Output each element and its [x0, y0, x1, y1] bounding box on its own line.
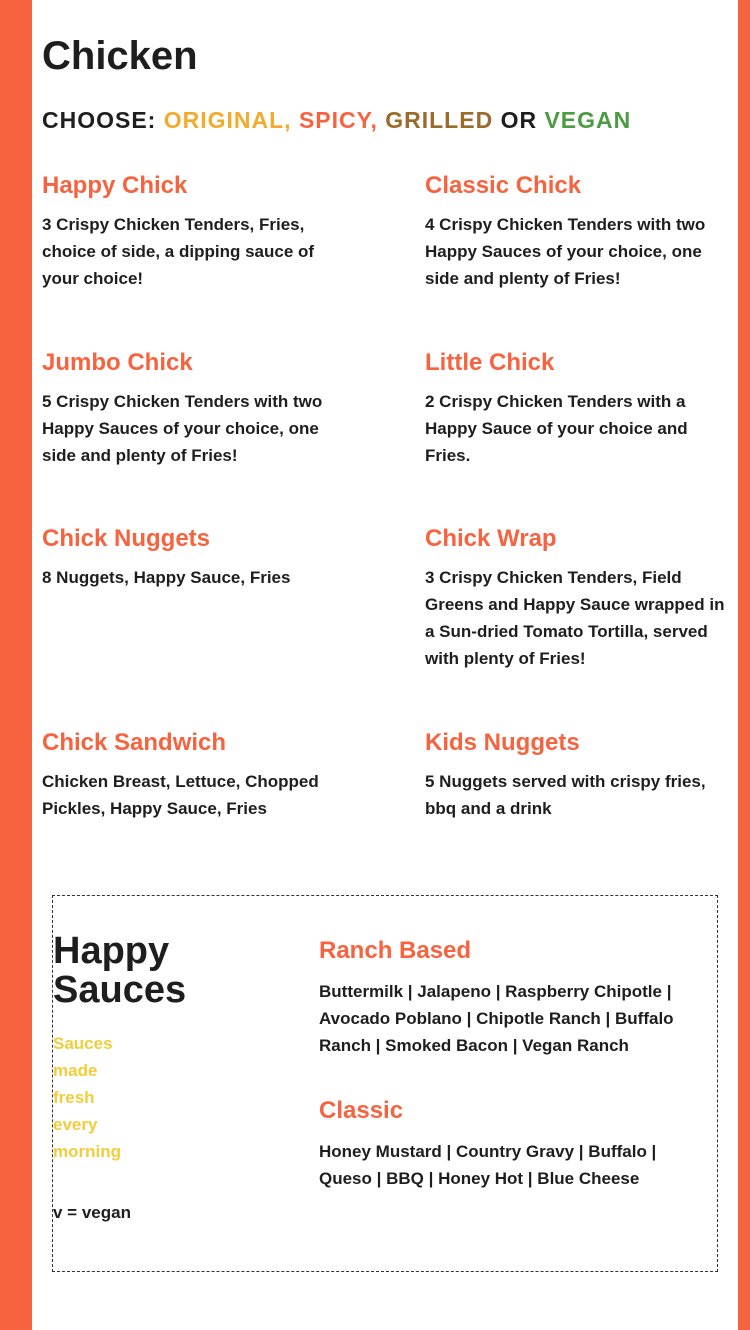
menu-item-happy-chick — [42, 171, 342, 292]
sauce-group-classic — [319, 1096, 709, 1192]
sauce-title-line1: Happy — [53, 930, 170, 972]
sauce-group-name: Classic — [319, 1097, 404, 1124]
menu-item-little-chick — [425, 348, 725, 469]
menu-item-name: Chick Sandwich — [42, 729, 227, 756]
choose-or: OR — [500, 107, 538, 133]
choose-original: ORIGINAL, — [163, 107, 292, 133]
menu-item-description: 2 Crispy Chicken Tenders with a Happy Sauce of your choice and Fries. — [425, 392, 688, 465]
menu-item-description: 3 Crispy Chicken Tenders, Field Greens and Happy Sauce wrapped in a Sun-dried Tomato Tortilla, served with plenty of Fries! — [425, 568, 725, 668]
menu-item-jumbo-chick — [42, 348, 342, 469]
menu-item-description: 4 Crispy Chicken Tenders with two Happy Sauces of your choice, one side and plenty of Fries! — [425, 215, 706, 288]
sauce-title-line2: Sauces — [53, 969, 187, 1011]
menu-item-description: Chicken Breast, Lettuce, Chopped Pickles, Happy Sauce, Fries — [42, 772, 319, 818]
menu-item-name: Chick Wrap — [425, 525, 557, 552]
menu-item-name: Little Chick — [425, 349, 555, 376]
menu-page — [32, 0, 738, 1330]
choose-prefix: CHOOSE: — [42, 107, 164, 133]
menu-item-name: Happy Chick — [42, 172, 188, 199]
menu-item-name: Jumbo Chick — [42, 349, 193, 376]
menu-item-chick-nuggets — [42, 524, 342, 591]
vegan-legend: v = vegan — [53, 1203, 131, 1222]
choose-style-line — [42, 106, 631, 134]
menu-item-name: Classic Chick — [425, 172, 582, 199]
sauces-subtitle: Sauces made fresh every morning — [53, 1034, 121, 1161]
menu-item-kids-nuggets — [425, 728, 725, 822]
menu-item-name: Chick Nuggets — [42, 525, 211, 552]
choose-vegan: VEGAN — [544, 107, 632, 133]
happy-sauces-panel — [52, 895, 718, 1272]
sauce-group-list: Honey Mustard | Country Gravy | Buffalo | Queso | BBQ | Honey Hot | Blue Cheese — [319, 1142, 657, 1188]
menu-item-chick-wrap — [425, 524, 725, 672]
choose-spicy: SPICY, — [298, 107, 378, 133]
sauce-group-list: Buttermilk | Jalapeno | Raspberry Chipotle | Avocado Poblano | Chipotle Ranch | Buffalo Ranch | Smoked Bacon | Vegan Ranch — [319, 982, 674, 1055]
menu-item-description: 5 Crispy Chicken Tenders with two Happy Sauces of your choice, one side and plenty of Fries! — [42, 392, 323, 465]
sauce-group-name: Ranch Based — [319, 937, 472, 964]
happy-sauces-title — [53, 932, 253, 1010]
choose-grilled: GRILLED — [385, 107, 494, 133]
menu-item-chick-sandwich — [42, 728, 342, 822]
sauce-group-ranch — [319, 936, 709, 1059]
menu-item-description: 3 Crispy Chicken Tenders, Fries, choice of side, a dipping sauce of your choice! — [42, 215, 315, 288]
menu-item-description: 5 Nuggets served with crispy fries, bbq and a drink — [425, 772, 706, 818]
menu-item-name: Kids Nuggets — [425, 729, 580, 756]
menu-item-description: 8 Nuggets, Happy Sauce, Fries — [42, 568, 291, 587]
menu-item-classic-chick — [425, 171, 725, 292]
menu-section-title: Chicken — [42, 34, 198, 78]
